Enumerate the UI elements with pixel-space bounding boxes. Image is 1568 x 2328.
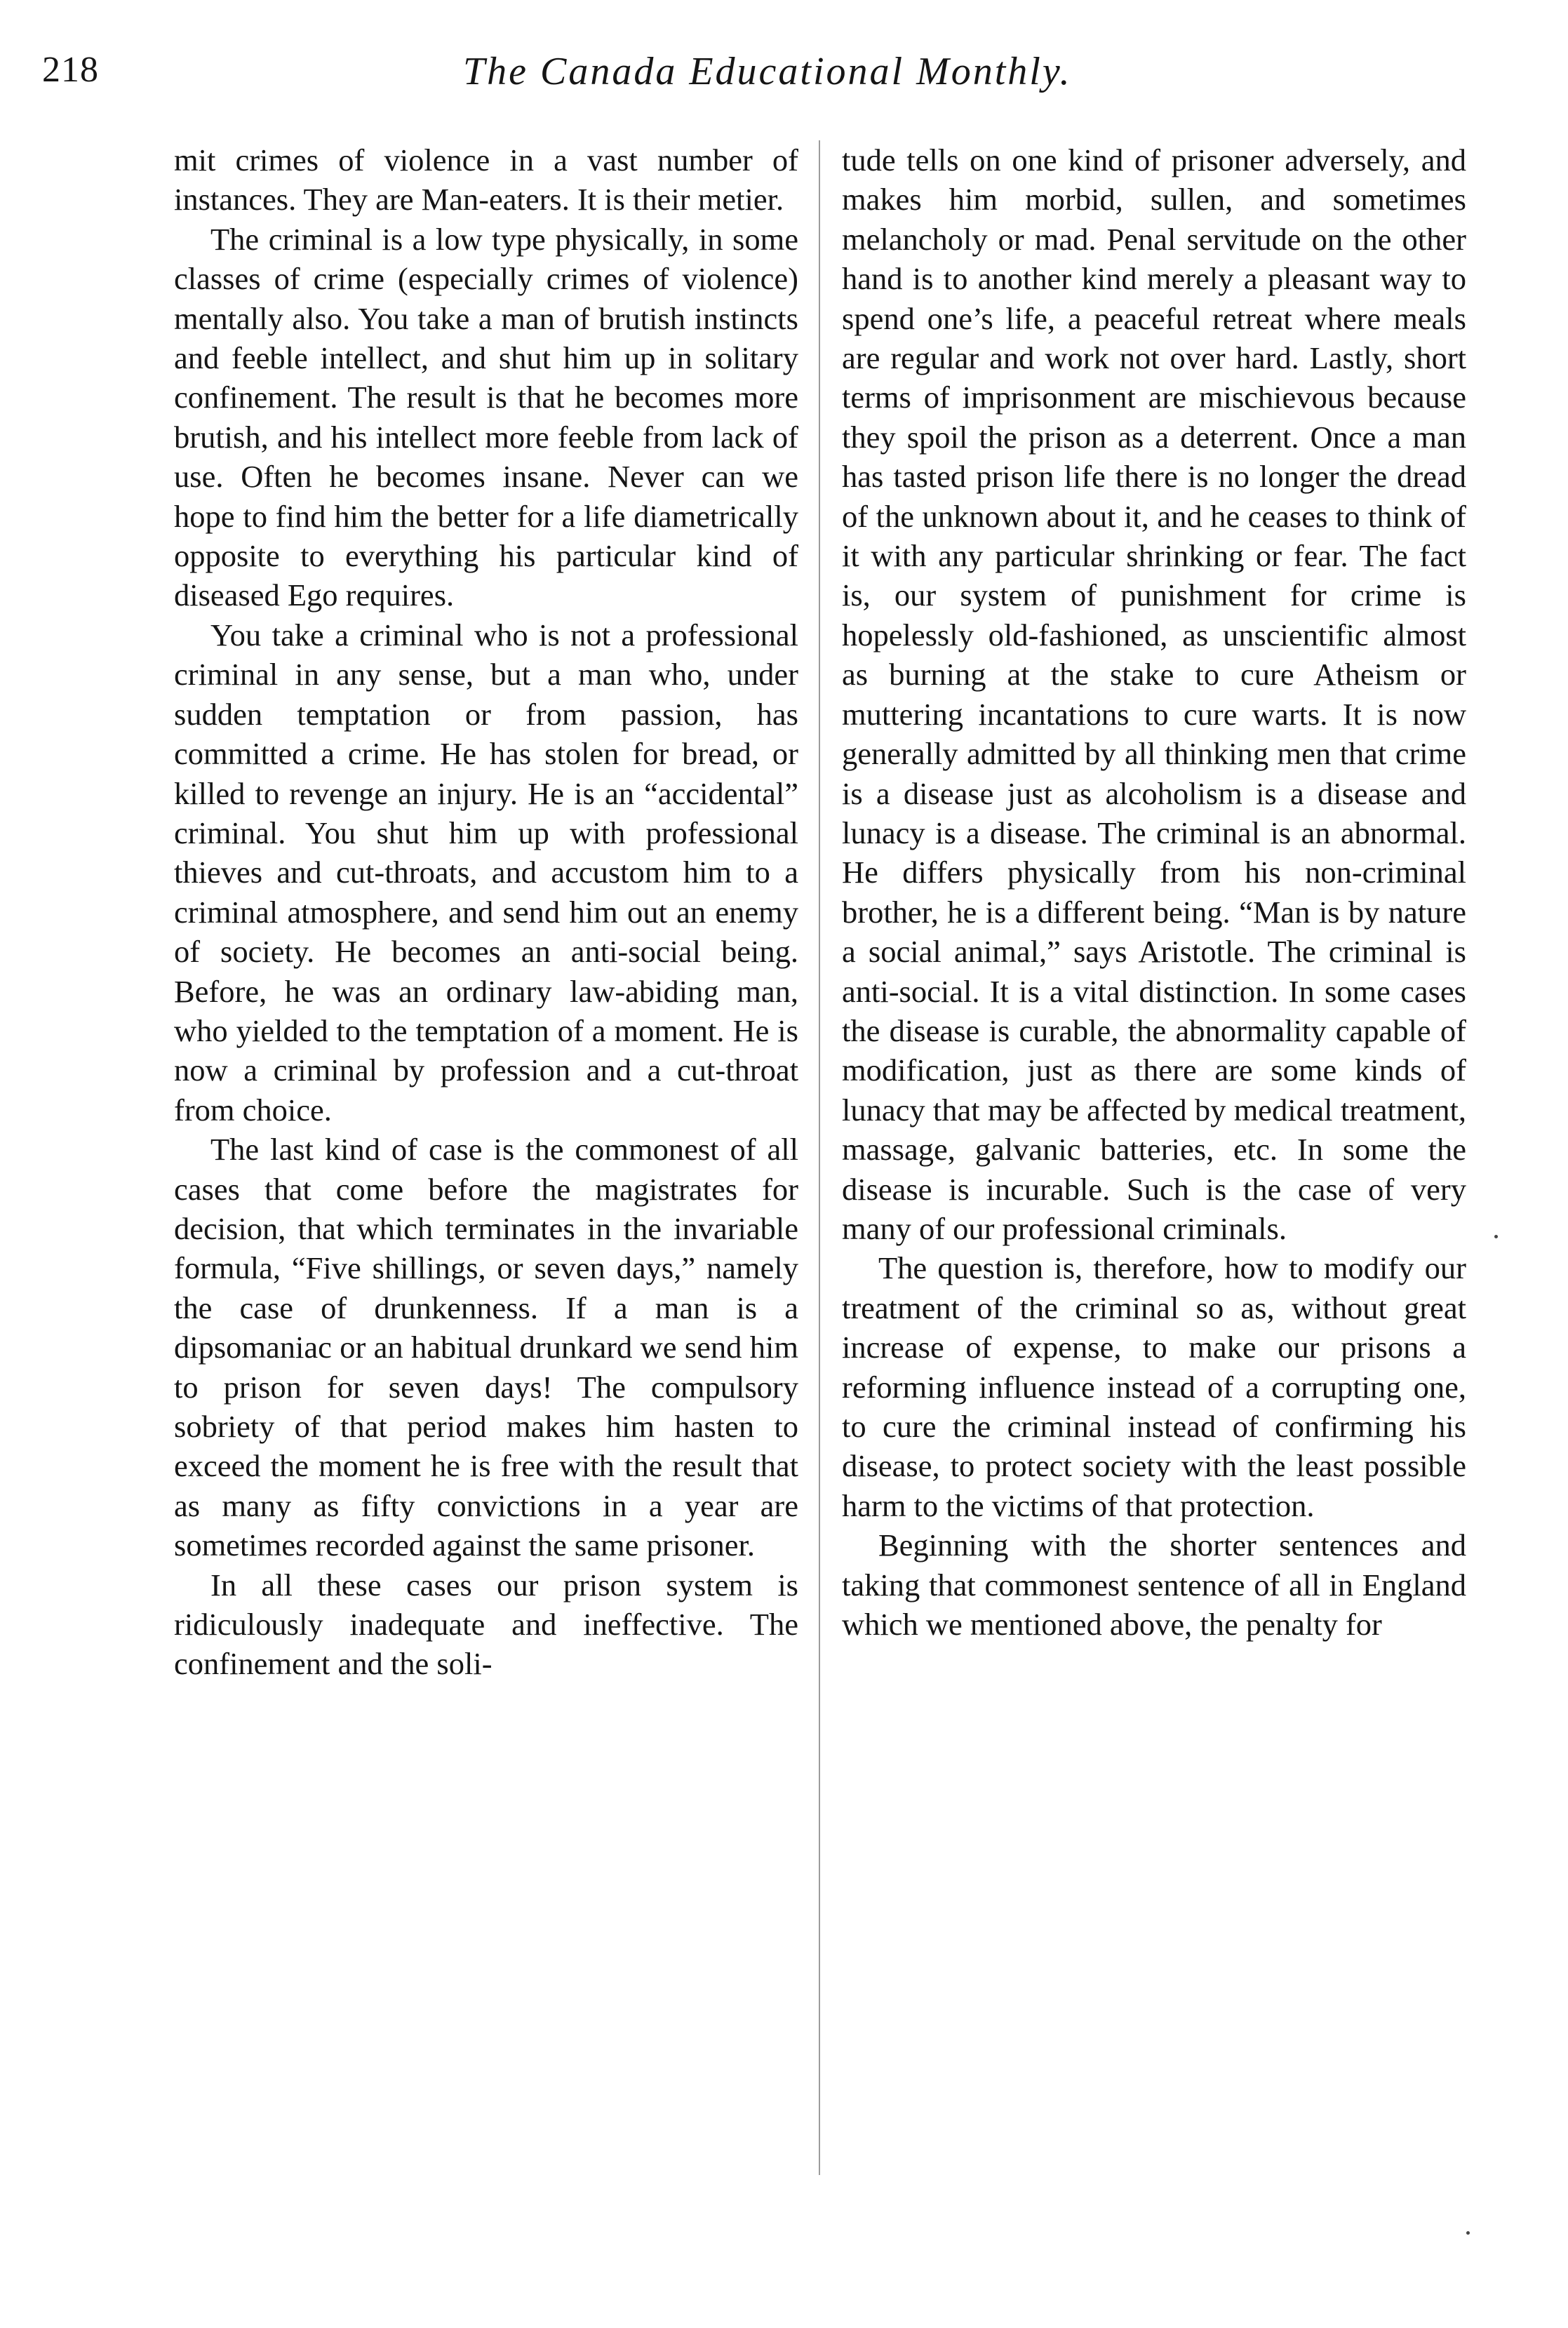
right-paragraph-2: The question is, therefore, how to modify our treatment of the criminal so as, without great increase of expense, to make our prisons a reforming influence instead of a corrupting one, to cure the criminal instead of confirming his disease, to protect society with the least possible harm to the victims of that protection. — [842, 1250, 1466, 1523]
left-paragraph-5: In all these cases our prison system is ridiculously inadequate and ineffective. The confinement and the soli- — [174, 1567, 798, 1682]
print-speck — [1466, 2231, 1470, 2235]
print-speck — [1494, 1235, 1498, 1238]
column-divider — [819, 140, 820, 2175]
right-column — [842, 140, 1466, 1644]
page-number: 218 — [42, 50, 99, 90]
journal-title: The Canada Educational Monthly. — [463, 50, 1072, 93]
right-paragraph-3: Beginning with the shorter sentences and taking that commonest sentence of all in England which we mentioned above, the penalty for — [842, 1527, 1466, 1643]
left-column — [174, 140, 798, 1684]
left-paragraph-1: mit crimes of violence in a vast number of instances. They are Man-eaters. It is their metier. — [174, 142, 798, 218]
left-paragraph-4: The last kind of case is the commonest of all cases that come before the magistrates for decision, that which terminates in the invariable formula, “Five shillings, or seven days,” namely the case of drunkenness. If a man is a dipsomaniac or an habitual drunkard we send him to prison for seven days! The compulsory sobriety of that period makes him hasten to exceed the moment he is free with the result that as many as fifty convictions in a year are sometimes recorded against the same prisoner. — [174, 1132, 798, 1563]
running-head — [42, 49, 1473, 112]
right-paragraph-1: tude tells on one kind of prisoner adversely, and makes him morbid, sullen, and sometimes melancholy or mad. Penal servitude on the other hand is to another kind merely a pleasant way to spend one’s life, a peaceful retreat where meals are regular and work not over hard. Lastly, short terms of imprisonment are mischievous because they spoil the prison as a deterrent. Once a man has tasted prison life there is no longer the dread of the unknown about it, and he ceases to think of it with any particular shrinking or fear. The fact is, our system of punishment for crime is hopelessly old-fashioned, as unscientific almost as burning at the stake to cure Atheism or muttering incantations to cure warts. It is now generally admitted by all thinking men that crime is a disease just as alcoholism is a disease and lunacy is a disease. The criminal is an abnormal. He differs physically from his non-criminal brother, he is a different being. “Man is by nature a social animal,” says Aristotle. The criminal is anti-social. It is a vital distinction. In some cases the disease is curable, the abnormality capable of modification, just as there are some kinds of lunacy that may be affected by medical treatment, massage, galvanic batteries, etc. In some the disease is incurable. Such is the case of very many of our professional criminals. — [842, 142, 1466, 1246]
left-paragraph-3: You take a criminal who is not a professional criminal in any sense, but a man who, under sudden temptation or from passion, has committed a crime. He has stolen for bread, or killed to revenge an injury. He is an “accidental” criminal. You shut him up with professional thieves and cut-throats, and accustom him to a criminal atmosphere, and send him out an enemy of society. He becomes an anti-social being. Before, he was an ordinary law-abiding man, who yielded to the temptation of a moment. He is now a criminal by profession and a cut-throat from choice. — [174, 617, 798, 1128]
left-paragraph-2: The criminal is a low type physically, in some classes of crime (especially crimes of violence) mentally also. You take a man of brutish instincts and feeble intellect, and shut him up in solitary confinement. The result is that he becomes more brutish, and his intellect more feeble from lack of use. Often he becomes insane. Never can we hope to find him the better for a life diametrically opposite to everything his particular kind of diseased Ego requires. — [174, 221, 798, 613]
